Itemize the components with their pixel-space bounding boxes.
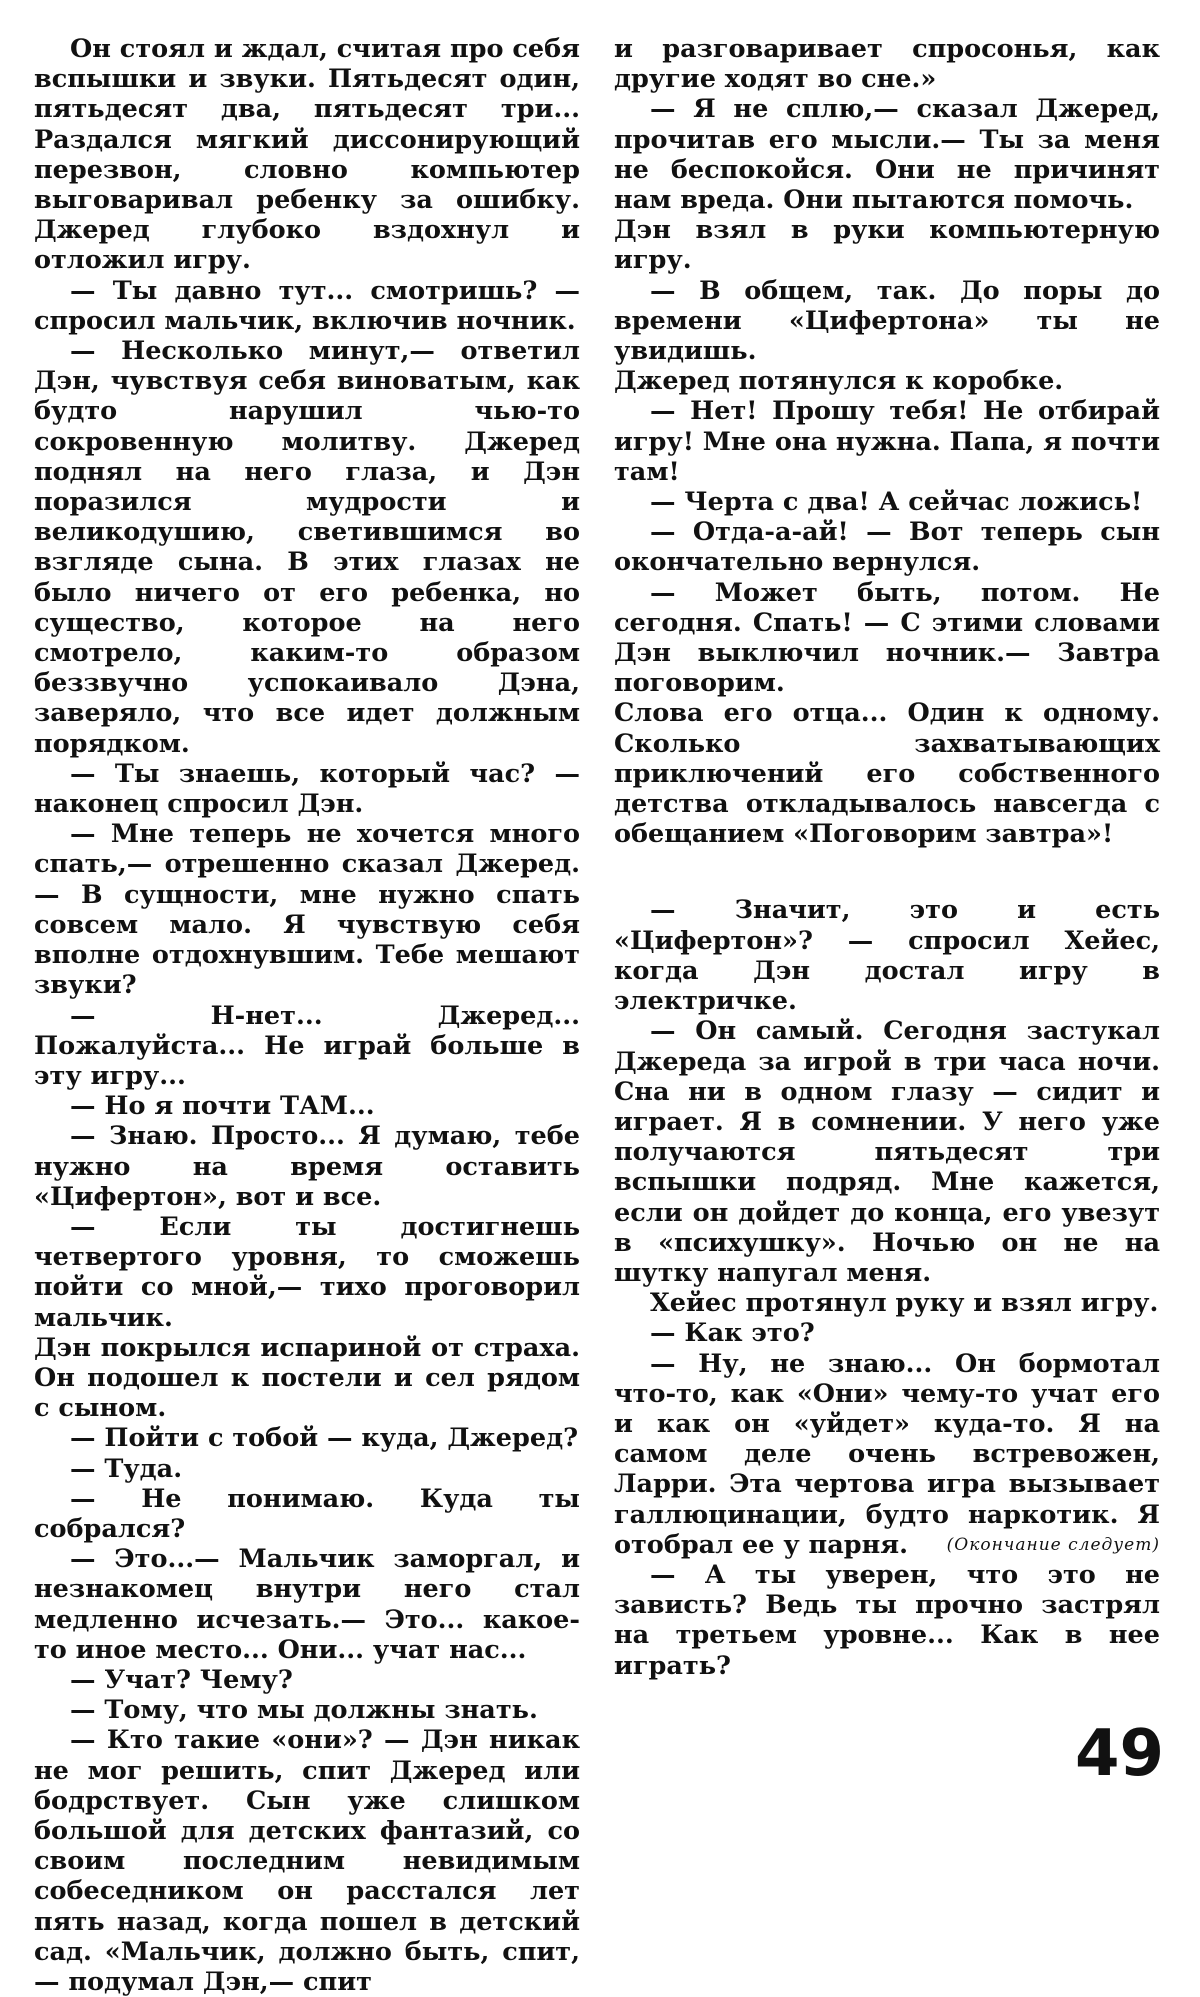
paragraph: Дэн покрылся испариной от страха. Он подошел к постели и сел рядом с сыном.	[34, 1332, 580, 1424]
paragraph: — Нет! Прошу тебя! Не отбирай игру! Мне она нужна. Папа, я почти там!	[614, 396, 1160, 487]
paragraph: — Туда.	[70, 1453, 183, 1484]
paragraph: — Знаю. Просто... Я думаю, тебе нужно на время оставить «Цифертон», вот и все.	[34, 1121, 580, 1212]
paragraph: — Как это?	[650, 1318, 815, 1349]
paragraph: — Черта с два! А сейчас ложись!	[650, 487, 1143, 518]
paragraph: — Может быть, потом. Не сегодня. Спать! — С этими словами Дэн выключил ночник.— Завтра поговорим.	[614, 577, 1160, 699]
paragraph: — Он самый. Сегодня застукал Джереда за игрой в три часа ночи. Сна ни в одном глазу — сидит и играет. Я в сомнении. У него уже получаются пятьдесят три вспышки подряд. Мне кажется, если он дойдет до конца, его увезут в «психушку». Ночью он не на шутку напугал меня.	[614, 1016, 1160, 1288]
paragraph: — Н-нет... Джеред... Пожалуйста... Не играй больше в эту игру...	[34, 1000, 580, 1091]
paragraph: — Ну, не знаю... Он бормотал что-то, как «Они» чему-то учат его и как он «уйдет» куда-то. Я на самом деле очень встревожен, Ларри. Эта чертова игра вызывает галлюцинации, будто наркотик. Я отобрал ее у парня.	[614, 1348, 1160, 1560]
section-break	[614, 849, 1160, 895]
paragraph: — Тому, что мы должны знать.	[70, 1695, 538, 1726]
right-text-column	[614, 34, 1160, 1681]
paragraph: — Ты знаешь, который час? — наконец спросил Дэн.	[34, 758, 580, 820]
paragraph: — Значит, это и есть «Цифертон»? — спросил Хейес, когда Дэн достал игру в электричке.	[614, 895, 1160, 1017]
left-text-column	[34, 34, 580, 1997]
paragraph: — Если ты достигнешь четвертого уровня, то сможешь пойти со мной,— тихо проговорил мальчик.	[34, 1211, 580, 1333]
continuation-note: (Окончание следует)	[946, 1535, 1160, 1555]
paragraph: — В общем, так. До поры до времени «Цифертона» ты не увидишь.	[614, 275, 1160, 367]
paragraph: Он стоял и ждал, считая про себя вспышки и звуки. Пятьдесят один, пятьдесят два, пятьдесят три... Раздался мягкий диссонирующий перезвон, словно компьютер выговаривал ребенку за ошибку. Джеред глубоко вздохнул и отложил игру.	[34, 34, 580, 276]
paragraph: и разговаривает спросонья, как другие ходят во сне.»	[614, 34, 1160, 95]
paragraph: — Ты давно тут... смотришь? — спросил мальчик, включив ночник.	[34, 275, 580, 336]
paragraph: — Отда-а-ай! — Вот теперь сын окончательно вернулся.	[614, 517, 1160, 578]
paragraph: — А ты уверен, что это не зависть? Ведь ты прочно застрял на третьем уровне... Как в нее играть?	[614, 1559, 1160, 1681]
paragraph: Джеред потянулся к коробке.	[614, 366, 1064, 397]
paragraph: — Но я почти ТАМ...	[70, 1091, 375, 1122]
paragraph: — Я не сплю,— сказал Джеред, прочитав его мысли.— Ты за меня не беспокойся. Они не причинят нам вреда. Они пытаются помочь.	[614, 94, 1160, 216]
paragraph: — Пойти с тобой — куда, Джеред?	[70, 1423, 579, 1454]
paragraph: — Несколько минут,— ответил Дэн, чувствуя себя виноватым, как будто нарушил чью-то сокровенную молитву. Джеред поднял на него глаза, и Дэн поразился мудрости и великодушию, светившимся во взгляде сына. В этих глазах не было ничего от его ребенка, но существо, которое на него смотрело, каким-то образом беззвучно успокаивало Дэна, заверяло, что все идет должным порядком.	[34, 336, 580, 759]
paragraph: Хейес протянул руку и взял игру.	[650, 1288, 1159, 1319]
paragraph: — Кто такие «они»? — Дэн никак не мог решить, спит Джеред или бодрствует. Сын уже слишком большой для детских фантазий, со своим последним невидимым собеседником он расстался лет пять назад, когда пошел в детский сад. «Мальчик, должно быть, спит,— подумал Дэн,— спит	[34, 1725, 580, 1997]
page-number: 49	[1074, 1717, 1164, 1791]
paragraph: — Это...— Мальчик заморгал, и незнакомец внутри него стал медленно исчезать.— Это... какое-то иное место... Они... учат нас...	[34, 1544, 580, 1665]
paragraph: Дэн взял в руки компьютерную игру.	[614, 215, 1160, 276]
paragraph: Слова его отца... Один к одному. Сколько захватывающих приключений его собственного детства откладывалось навсегда с обещанием «Поговорим завтра»!	[614, 698, 1160, 850]
paragraph: — Учат? Чему?	[70, 1664, 293, 1695]
paragraph: — Не понимаю. Куда ты собрался?	[34, 1483, 580, 1544]
paragraph: — Мне теперь не хочется много спать,— отрешенно сказал Джеред.— В сущности, мне нужно спать совсем мало. Я чувствую себя вполне отдохнувшим. Тебе мешают звуки?	[34, 819, 580, 1001]
